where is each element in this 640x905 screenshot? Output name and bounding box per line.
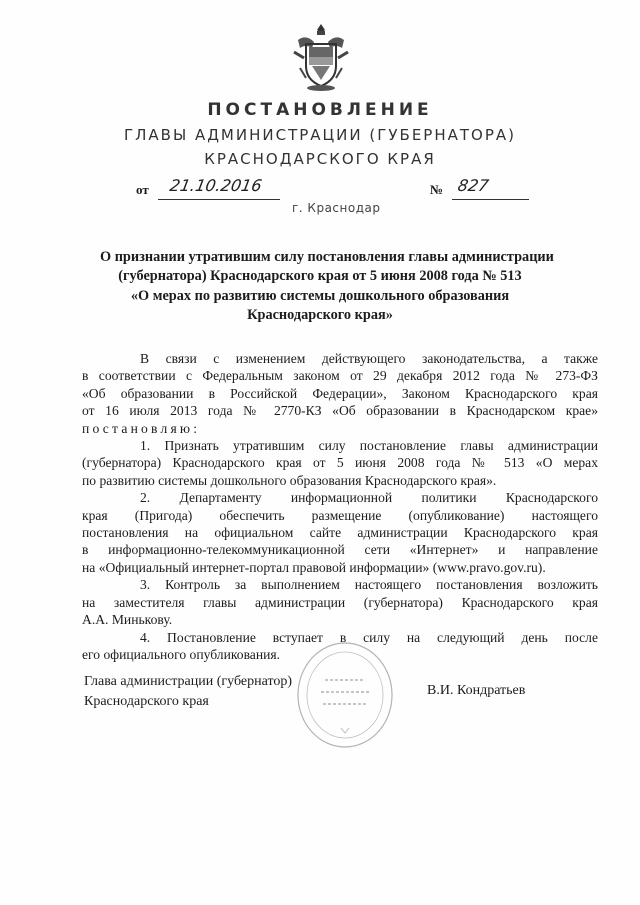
body-line: в соответствии с Федеральным законом от 29 декабря 2012 года № 273-ФЗ xyxy=(82,368,598,384)
signatory-position xyxy=(84,672,292,712)
document-body xyxy=(82,350,598,663)
date-label: от xyxy=(136,182,149,197)
body-line: 3. Контроль за выполнением настоящего постановления возложить xyxy=(140,577,598,593)
body-line: А.А. Минькову. xyxy=(82,612,173,628)
body-line: в информационно-телекоммуникационной сети «Интернет» и направление xyxy=(82,542,598,558)
region-heading: КРАСНОДАРСКОГО КРАЯ xyxy=(204,150,436,168)
official-stamp xyxy=(295,640,395,750)
position-line: Глава администрации (губернатор) xyxy=(84,674,293,689)
date-underline xyxy=(158,199,280,200)
body-line: В связи с изменением действующего законодательства, а также xyxy=(140,351,598,366)
body-line: постановляю: xyxy=(82,420,201,436)
signatory-name: В.И. Кондратьев xyxy=(427,683,526,698)
number-underline xyxy=(452,199,529,200)
city-label: г. Краснодар xyxy=(292,201,381,215)
body-line: по развитию системы дошкольного образования Краснодарского края». xyxy=(82,472,497,488)
number-value: 827 xyxy=(456,176,491,195)
date-value: 21.10.2016 xyxy=(168,176,264,195)
body-line: 2. Департаменту информационной политики Краснодарского xyxy=(140,490,598,506)
body-line: его официального опубликования. xyxy=(82,646,281,662)
body-line: на «Официальный интернет-портал правовой информации» (www.pravo.gov.ru). xyxy=(82,559,546,575)
coat-of-arms-emblem xyxy=(290,22,352,92)
body-line: (губернатора) Краснодарского края от 5 июня 2008 года № 513 «О мерах xyxy=(82,455,598,471)
body-line: края (Пригода) обеспечить размещение (опубликование) настоящего xyxy=(82,507,598,523)
body-line: 4. Постановление вступает в силу на следующий день после xyxy=(140,629,598,645)
body-line: «Об образовании в Российской Федерации», Законом Краснодарского края xyxy=(82,385,598,401)
title-line: Краснодарского края» xyxy=(247,306,393,323)
document-title xyxy=(100,248,554,325)
title-line: (губернатора) Краснодарского края от 5 июня 2008 года № 513 xyxy=(118,268,522,285)
document-type-heading: ПОСТАНОВЛЕНИЕ xyxy=(207,100,433,120)
position-line: Краснодарского края xyxy=(84,694,209,709)
title-line: О признании утратившим силу постановления главы администрации xyxy=(100,249,554,265)
body-line: постановления на официальном сайте администрации Краснодарского края xyxy=(82,525,598,541)
body-line: на заместителя главы администрации (губернатора) Краснодарского края xyxy=(82,594,598,610)
body-line: от 16 июля 2013 года № 2770-КЗ «Об образовании в Краснодарском крае» xyxy=(82,403,598,419)
title-line: «О мерах по развитию системы дошкольного образования xyxy=(130,287,510,304)
issuer-heading: ГЛАВЫ АДМИНИСТРАЦИИ (ГУБЕРНАТОРА) xyxy=(123,126,517,144)
body-line: 1. Признать утратившим силу постановление главы администрации xyxy=(140,438,598,454)
number-label: № xyxy=(430,182,444,197)
